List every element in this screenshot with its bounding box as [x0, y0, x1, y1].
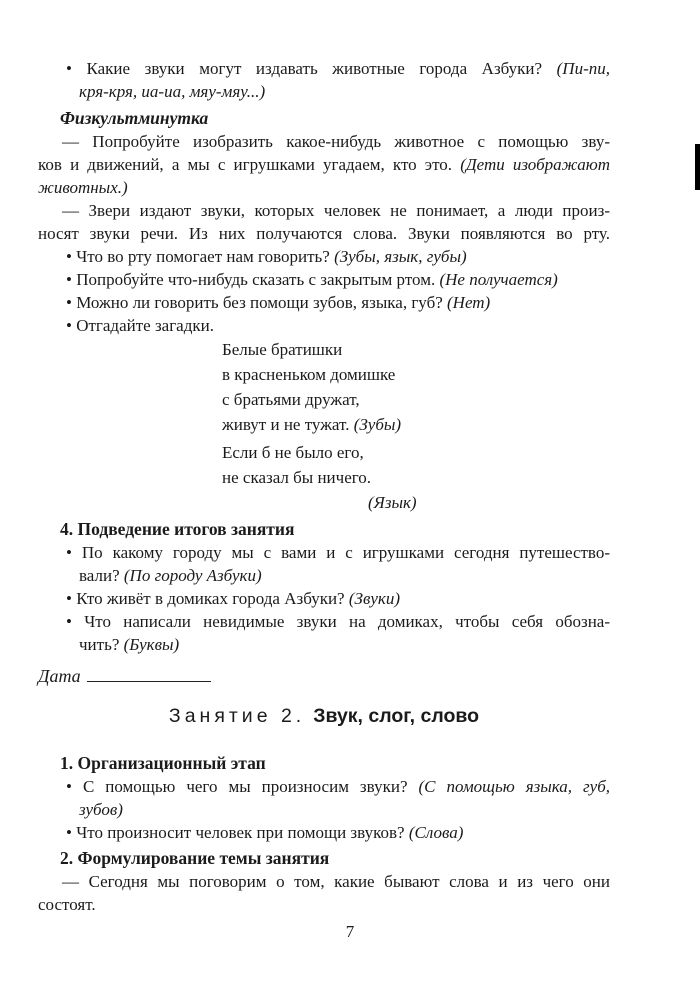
paragraph-line — [38, 176, 610, 199]
bullet-line — [38, 775, 610, 798]
text-segment: состоят. — [38, 895, 96, 914]
text-segment: Попробуйте что-нибудь сказать с закрытым ртом. — [76, 270, 440, 289]
section-heading — [38, 518, 610, 541]
text-segment: — Сегодня мы поговорим о том, какие бывают слова и из чего они — [62, 872, 610, 891]
text-segment: Кто живёт в домиках города Азбуки? — [76, 589, 349, 608]
text-segment: чить? — [79, 635, 124, 654]
paragraph-line — [38, 153, 610, 176]
page-content — [38, 57, 610, 916]
lesson2-text-block — [38, 752, 610, 916]
text-segment: Можно ли говорить без помощи зубов, языка, губ? — [76, 293, 448, 312]
text-segment: (Слова) — [408, 823, 464, 842]
lesson-number: Занятие 2. — [168, 705, 306, 727]
lesson1-text-block — [38, 57, 610, 656]
bullet-continuation-line — [38, 564, 610, 587]
text-segment: Что произносит человек при помощи звуков? — [76, 823, 409, 842]
text-segment: живут и не тужат. — [222, 415, 354, 434]
text-segment: Что во рту помогает нам говорить? — [76, 247, 335, 266]
text-segment: (Зубы) — [353, 415, 402, 434]
text-segment: Физкультминутка — [60, 108, 209, 128]
text-segment: 1. Организационный этап — [60, 753, 266, 773]
date-fill-in-line — [87, 665, 211, 682]
text-segment: Какие звуки могут издавать животные города Азбуки? — [86, 59, 557, 78]
text-segment: С помощью чего мы произносим звуки? — [82, 777, 419, 796]
bullet-line — [38, 610, 610, 633]
text-segment: носят звуки речи. Из них получаются слова. Звуки появляются во рту. — [38, 224, 610, 243]
bullet-line — [38, 314, 610, 337]
bullet-icon: • — [66, 247, 72, 266]
text-segment: Отгадайте загадки. — [76, 316, 214, 335]
paragraph-line — [38, 222, 610, 245]
text-segment: с братьями дружат, — [222, 390, 360, 409]
date-label: Дата — [38, 666, 81, 686]
bullet-line — [38, 245, 610, 268]
bullet-icon: • — [66, 543, 72, 562]
bullet-continuation-line — [38, 80, 610, 103]
lesson2-heading — [38, 702, 610, 730]
text-segment: ков и движений, а мы с игрушками угадаем, кто это. — [38, 155, 461, 174]
text-segment: — Звери издают звуки, которых человек не понимает, а люди произ- — [62, 201, 610, 220]
text-segment: зубов) — [79, 800, 123, 819]
text-segment: 4. Подведение итогов занятия — [60, 519, 295, 539]
text-segment: (Язык) — [368, 493, 417, 512]
text-segment: По какому городу мы с вами и с игрушками сегодня путешество- — [81, 543, 611, 562]
text-segment: Что написали невидимые звуки на домиках, чтобы себя обозна- — [84, 612, 611, 631]
poem-line — [38, 440, 610, 465]
text-segment: (По городу Азбуки) — [123, 566, 262, 585]
page-number: 7 — [345, 922, 355, 941]
bullet-icon: • — [66, 823, 72, 842]
text-segment: Белые братишки — [222, 340, 343, 359]
section-heading — [38, 847, 610, 870]
text-segment: (Зубы, язык, губы) — [334, 247, 467, 266]
bullet-icon: • — [66, 59, 72, 78]
text-segment: (Звуки) — [348, 589, 400, 608]
poem-line — [38, 337, 610, 362]
poem-line — [38, 387, 610, 412]
paragraph-line — [38, 893, 610, 916]
text-segment: (Дети изображают — [460, 155, 610, 174]
paragraph-line — [38, 870, 610, 893]
text-segment: 2. Формулирование темы занятия — [60, 848, 330, 868]
text-segment: — Попробуйте изобразить какое-нибудь животное с помощью зву- — [62, 132, 610, 151]
text-segment: Если б не было его, — [222, 443, 364, 462]
poem-line — [38, 465, 610, 490]
text-segment: (Буквы) — [123, 635, 180, 654]
poem-line — [38, 362, 610, 387]
bullet-line — [38, 821, 610, 844]
bullet-icon: • — [66, 293, 72, 312]
scan-artifact-mark — [695, 144, 700, 190]
text-segment: (Не получается) — [439, 270, 558, 289]
text-segment: не сказал бы ничего. — [222, 468, 372, 487]
text-segment: (Нет) — [447, 293, 491, 312]
poem-line — [38, 412, 610, 437]
bullet-icon: • — [66, 612, 72, 631]
bullet-icon: • — [66, 316, 72, 335]
text-segment: (Пи-пи, — [556, 59, 610, 78]
bullet-line — [38, 291, 610, 314]
paragraph-line — [38, 130, 610, 153]
text-segment: животных.) — [38, 178, 128, 197]
bullet-icon: • — [66, 270, 72, 289]
lesson-title: Звук, слог, слово — [313, 705, 480, 727]
text-segment: (С помощью языка, губ, — [418, 777, 610, 796]
riddle-answer — [38, 490, 610, 515]
text-segment: кря-кря, иа-иа, мяу-мяу...) — [79, 82, 266, 101]
text-segment: в красненьком домишке — [222, 365, 396, 384]
bullet-line — [38, 541, 610, 564]
section-heading — [38, 752, 610, 775]
date-row — [38, 664, 610, 688]
bullet-continuation-line — [38, 798, 610, 821]
paragraph-line — [38, 199, 610, 222]
physminute-heading — [38, 107, 610, 130]
bullet-line — [38, 587, 610, 610]
text-segment: вали? — [79, 566, 124, 585]
bullet-line — [38, 57, 610, 80]
bullet-icon: • — [66, 589, 72, 608]
bullet-icon: • — [66, 777, 72, 796]
bullet-continuation-line — [38, 633, 610, 656]
bullet-line — [38, 268, 610, 291]
